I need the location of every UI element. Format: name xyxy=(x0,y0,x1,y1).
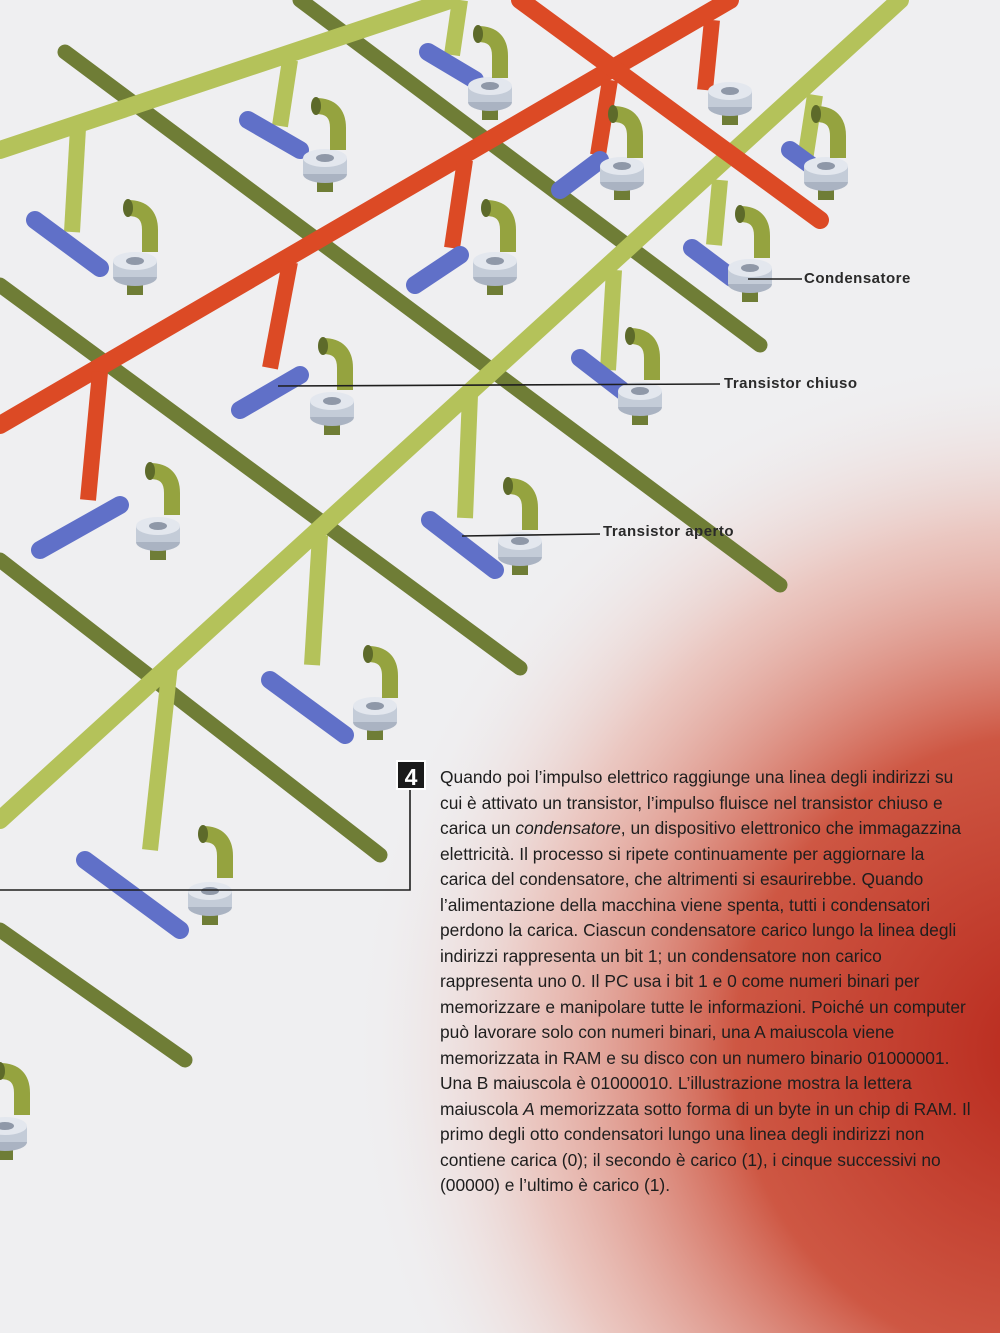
label-transistor-chiuso: Transistor chiuso xyxy=(724,375,858,392)
step-description xyxy=(440,765,975,1199)
step-text-letter: A xyxy=(523,1098,535,1119)
step-text-after: , un dispositivo elettronico che immagazzina elettricità. Il processo si ripete continuamente per aggiornare la carica del condensatore, che altrimenti si esaurirebbe. Quando l’alimentazione della macchina viene spenta, tutti i condensatori perdono la carica. Ciascun condensatore carico lungo la linea degli indirizzi rappresenta un bit 1; un condensatore non carico rappresenta uno 0. Il PC usa i bit 1 e 0 come numeri binari per memorizzare e manipolare tutte le informazioni. Poiché un computer può lavorare solo con numeri binari, una A maiuscola viene memorizzata in RAM e su disco con un numero binario 01000001. Una B maiuscola è 01000010. L’illustrazione mostra la lettera maiuscola xyxy=(440,818,966,1119)
label-condensatore: Condensatore xyxy=(804,270,911,287)
step-number-badge: 4 xyxy=(396,760,426,790)
step-text-emphasis: condensatore xyxy=(515,818,621,838)
step-text-before: Quando poi l’impulso elettrico raggiunge una linea degli indirizzi su cui è attivato un transistor, l’impulso fluisce nel transistor chiuso e carica un xyxy=(440,767,954,838)
step-text-end: memorizzata sotto forma di un byte in un chip di RAM. Il primo degli otto condensatori lungo una linea degli indirizzi non contiene carica (0); il secondo è carico (1), i cinque successivi no (00000) e l’ultimo è carico (1). xyxy=(440,1098,971,1195)
label-transistor-aperto: Transistor aperto xyxy=(603,523,735,540)
active-lines xyxy=(0,0,820,425)
